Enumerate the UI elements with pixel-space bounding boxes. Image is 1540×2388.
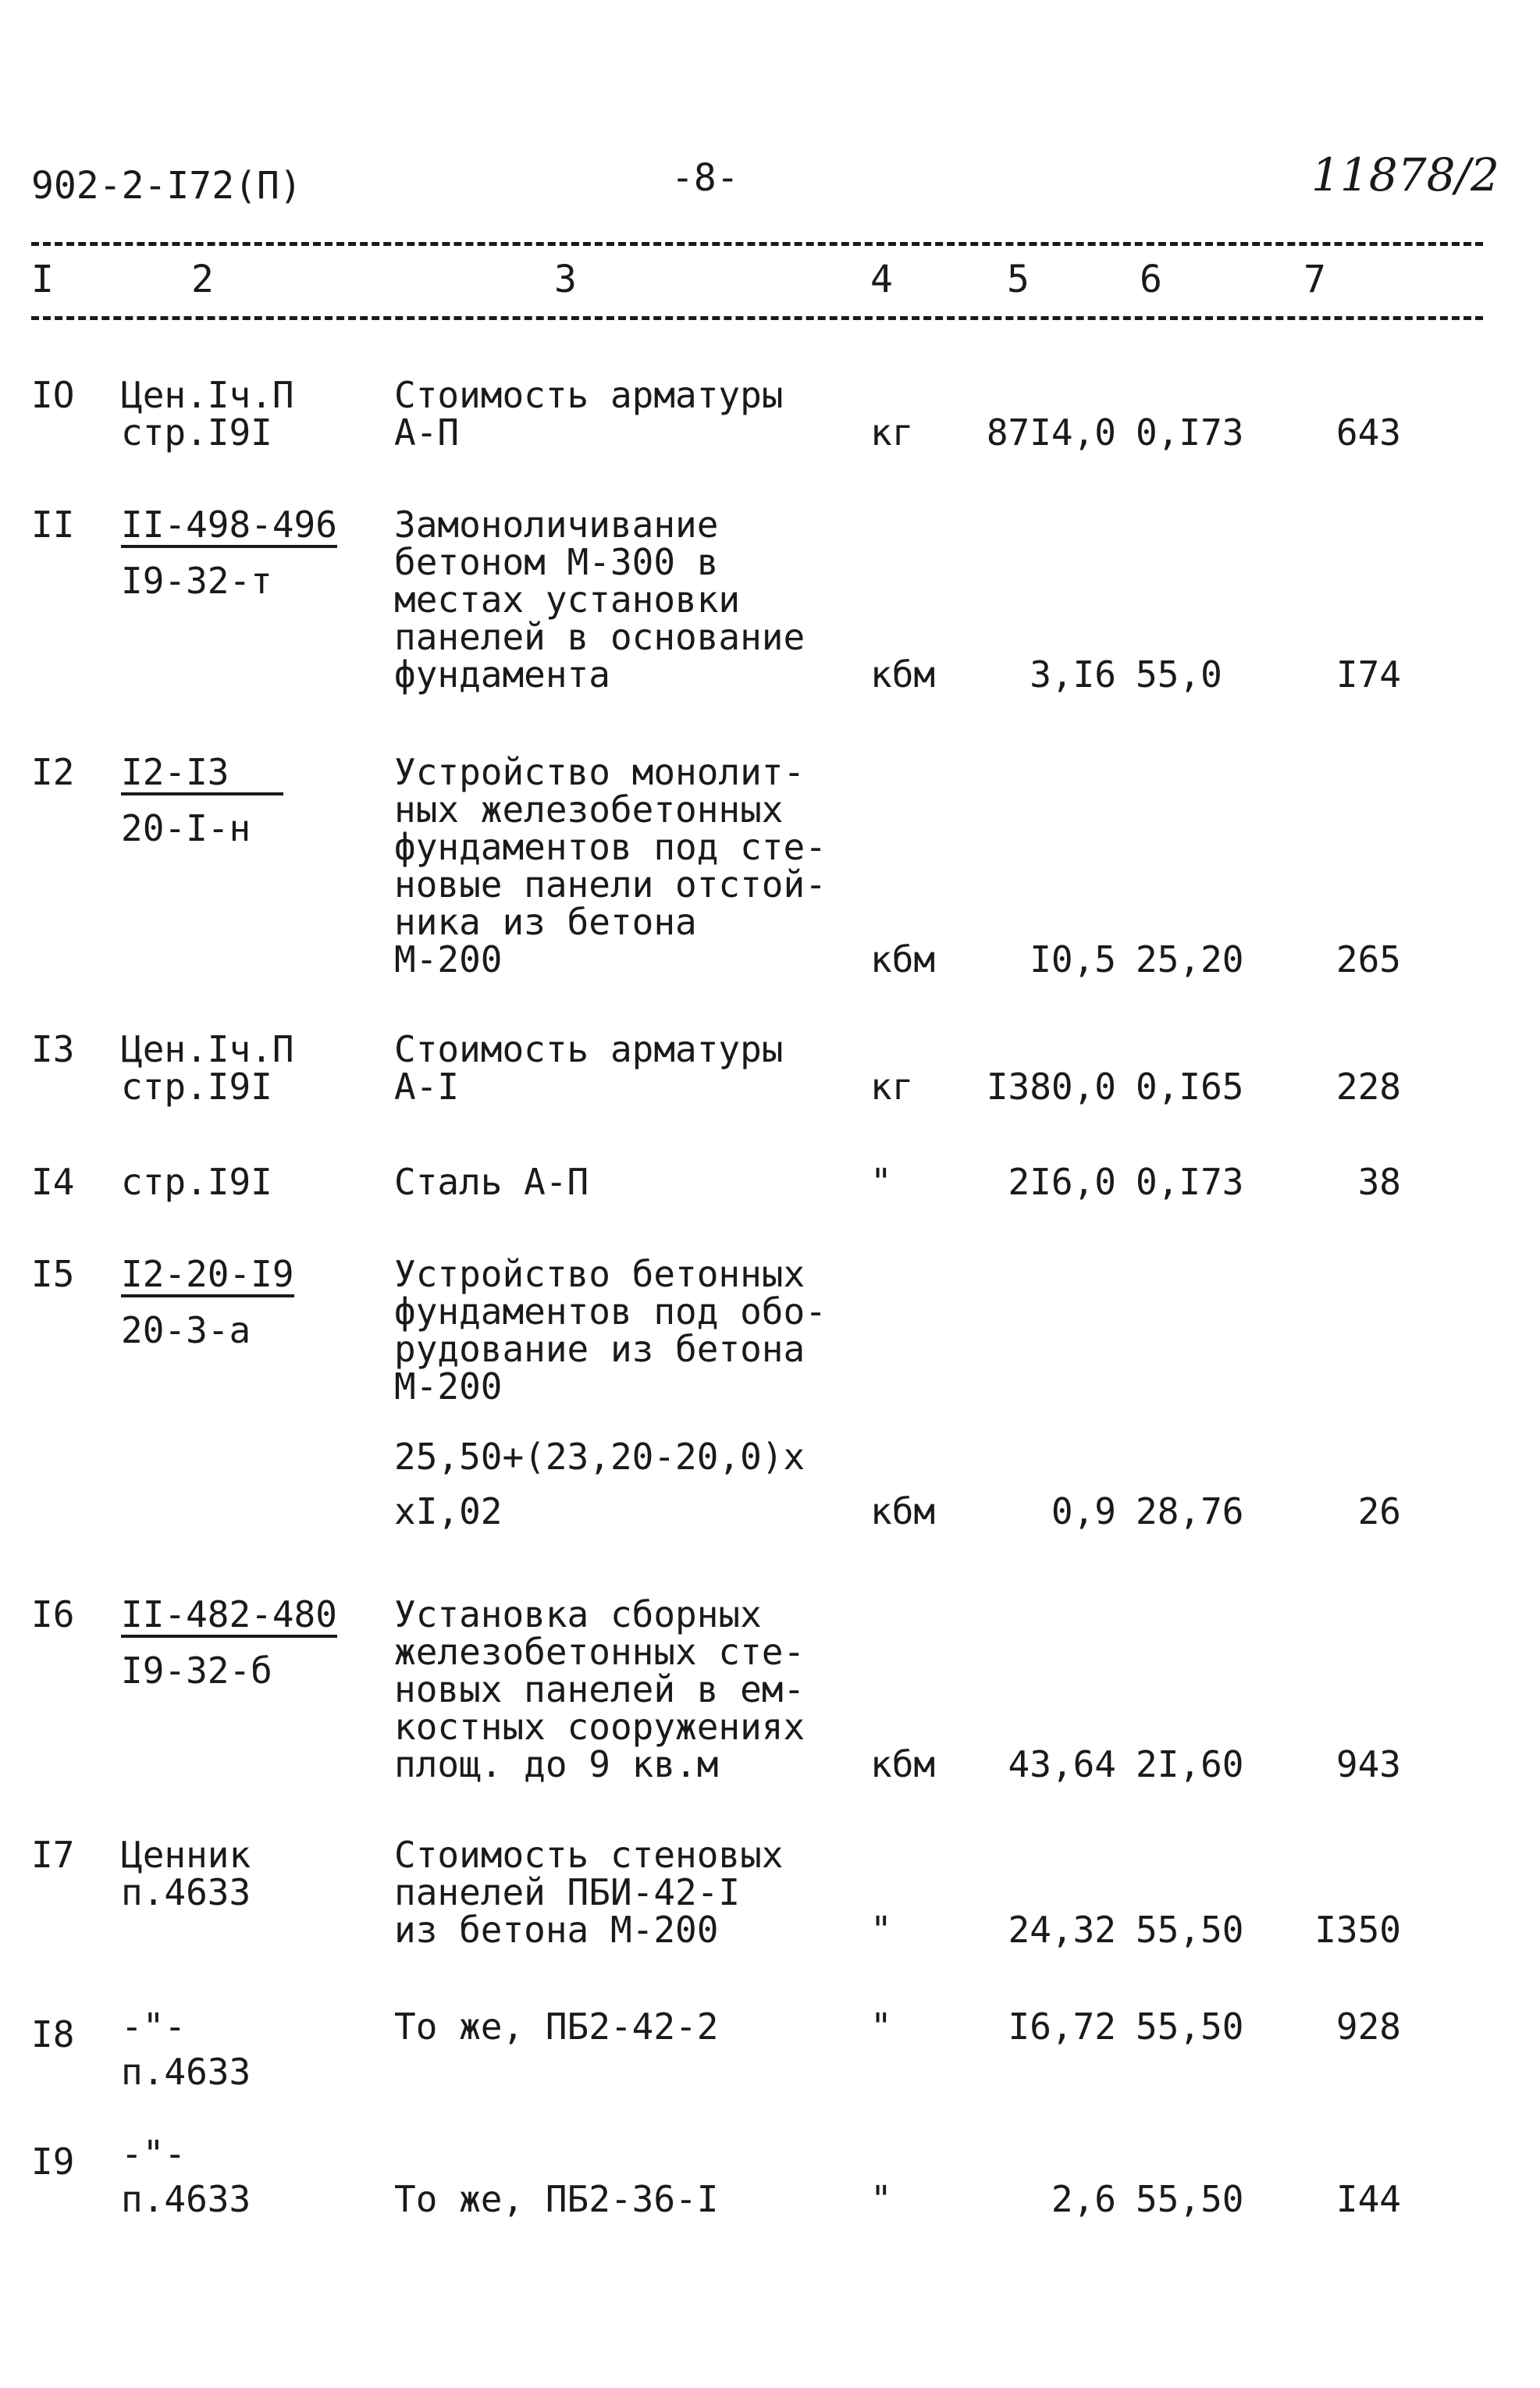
row-number: I7 — [31, 1834, 75, 1876]
row-description — [394, 753, 862, 978]
row-total: I350 — [1314, 1909, 1401, 1951]
reference-numerator: II-498-496 — [121, 506, 337, 548]
row-unit-price: 25,20 — [1136, 938, 1244, 980]
table-row — [0, 506, 1540, 701]
table-row — [0, 376, 1540, 470]
description-line: А-П — [394, 411, 460, 454]
description-line: Стоимость арматуры — [394, 1028, 784, 1070]
row-description — [394, 504, 862, 696]
row-reference — [121, 374, 355, 454]
row-number: IO — [31, 374, 75, 416]
description-line: Установка сборных — [394, 1593, 762, 1635]
description-line: Устройство бетонных — [394, 1253, 806, 1295]
row-unit: кбм — [870, 1743, 936, 1785]
row-unit: " — [870, 2005, 892, 2048]
reference-line: -"- — [121, 2005, 187, 2048]
description-line: панелей в основание — [394, 616, 806, 658]
reference-line: Цен.Iч.П — [121, 1028, 294, 1070]
row-quantity: 2I6,0 — [1008, 1161, 1116, 1203]
row-unit: кг — [870, 1066, 914, 1108]
description-line: рудование из бетона — [394, 1328, 806, 1370]
row-total: 26 — [1357, 1490, 1401, 1532]
row-total: I74 — [1335, 653, 1401, 696]
reference-line: Ценник — [121, 1834, 251, 1876]
row-number: I2 — [31, 751, 75, 793]
row-total: 265 — [1335, 938, 1401, 980]
row-unit-price: 0,I73 — [1136, 411, 1244, 454]
description-line: Стоимость арматуры — [394, 374, 784, 416]
calculation-formula-line: хI,02 — [394, 1490, 503, 1532]
row-quantity: 87I4,0 — [986, 411, 1116, 454]
row-reference — [121, 1163, 355, 1201]
column-header: 3 — [554, 258, 577, 301]
row-description — [394, 374, 862, 454]
row-quantity: I0,5 — [1030, 938, 1116, 980]
description-line: новых панелей в ем- — [394, 1668, 806, 1710]
reference-line: стр.I9I — [121, 1066, 272, 1108]
column-header: I — [31, 258, 54, 301]
row-description — [394, 2005, 862, 2048]
row-unit: кбм — [870, 1490, 936, 1532]
row-description — [394, 1253, 862, 1408]
row-unit-price: 55,0 — [1136, 653, 1222, 696]
row-number: I6 — [31, 1593, 75, 1635]
column-header: 4 — [870, 258, 893, 301]
row-quantity: 2,6 — [1051, 2178, 1116, 2220]
row-reference — [121, 506, 355, 600]
table-row — [0, 1163, 1540, 1210]
row-number: I8 — [31, 2013, 75, 2055]
row-reference — [121, 753, 355, 847]
description-line: новые панели отстой- — [394, 863, 827, 906]
description-line: фундамента — [394, 653, 610, 696]
row-unit-price: 0,I65 — [1136, 1066, 1244, 1108]
row-number: I4 — [31, 1161, 75, 1203]
row-total: 38 — [1357, 1161, 1401, 1203]
description-line: местах установки — [394, 578, 741, 621]
description-line: Стоимость стеновых — [394, 1834, 784, 1876]
column-header: 7 — [1303, 258, 1326, 301]
description-line: костных сооружениях — [394, 1706, 806, 1748]
description-line: Сталь А-П — [394, 1161, 589, 1203]
description-line: То же, ПБ2-42-2 — [394, 2005, 719, 2048]
row-unit-price: 55,50 — [1136, 1909, 1244, 1951]
row-reference — [121, 2005, 355, 2093]
row-quantity: 43,64 — [1008, 1743, 1116, 1785]
row-description — [394, 2180, 862, 2218]
description-line: фундаментов под сте- — [394, 826, 827, 868]
description-line: М-200 — [394, 938, 503, 980]
description-line: М-200 — [394, 1365, 503, 1408]
description-line: бетоном М-300 в — [394, 541, 719, 583]
page-number: -8- — [671, 156, 739, 200]
reference-line: п.4633 — [121, 2178, 251, 2220]
row-quantity: 24,32 — [1008, 1909, 1116, 1951]
reference-line: стр.I9I — [121, 1161, 272, 1203]
description-line: из бетона М-200 — [394, 1909, 719, 1951]
row-unit-price: 55,50 — [1136, 2005, 1244, 2048]
row-reference — [121, 1255, 355, 1349]
row-total: I44 — [1335, 2178, 1401, 2220]
sheet-number: 11878/2 — [1311, 148, 1499, 201]
table-row — [0, 2135, 1540, 2229]
row-description — [394, 1028, 862, 1108]
row-total: 643 — [1335, 411, 1401, 454]
reference-numerator: I2-20-I9 — [121, 1255, 294, 1297]
row-unit-price: 55,50 — [1136, 2178, 1244, 2220]
row-number: I3 — [31, 1028, 75, 1070]
reference-denominator: 20-I-н — [121, 807, 251, 849]
row-unit-price: 28,76 — [1136, 1490, 1244, 1532]
document-code: 902-2-I72(П) — [31, 164, 302, 208]
description-line: Замоноличивание — [394, 504, 719, 546]
row-quantity: I380,0 — [986, 1066, 1116, 1108]
row-number: II — [31, 504, 75, 546]
reference-line: Цен.Iч.П — [121, 374, 294, 416]
row-unit: кбм — [870, 653, 936, 696]
row-reference — [121, 1836, 355, 1911]
description-line: ника из бетона — [394, 901, 697, 943]
row-unit-price: 2I,60 — [1136, 1743, 1244, 1785]
reference-numerator: II-482-480 — [121, 1596, 337, 1638]
row-quantity: 0,9 — [1051, 1490, 1116, 1532]
table-row — [0, 1836, 1540, 1961]
row-unit: " — [870, 1909, 892, 1951]
row-description — [394, 1593, 862, 1785]
table-row — [0, 2005, 1540, 2094]
row-total: 928 — [1335, 2005, 1401, 2048]
description-line: панелей ПБИ-42-I — [394, 1871, 741, 1913]
row-number: I5 — [31, 1253, 75, 1295]
row-reference — [121, 1028, 355, 1108]
description-line: ных железобетонных — [394, 788, 784, 831]
row-description — [394, 1163, 862, 1201]
row-number: I9 — [31, 2141, 75, 2183]
reference-line: -"- — [121, 2133, 187, 2175]
reference-denominator: 20-3-а — [121, 1309, 251, 1351]
reference-denominator: I9-32-т — [121, 560, 272, 602]
row-unit-price: 0,I73 — [1136, 1161, 1244, 1203]
row-description — [394, 1834, 862, 1951]
row-reference — [121, 2135, 355, 2218]
reference-denominator: I9-32-б — [121, 1650, 272, 1692]
table-row — [0, 1030, 1540, 1116]
row-quantity: 3,I6 — [1030, 653, 1116, 696]
column-header: 5 — [1007, 258, 1030, 301]
reference-line: п.4633 — [121, 1871, 251, 1913]
row-unit: " — [870, 1161, 892, 1203]
column-header: 6 — [1140, 258, 1162, 301]
description-line: То же, ПБ2-36-I — [394, 2178, 719, 2220]
table-row — [0, 1593, 1540, 1791]
table-row — [0, 753, 1540, 988]
row-reference — [121, 1593, 355, 1692]
row-unit: кбм — [870, 938, 936, 980]
calculation-formula-line: 25,50+(23,20-20,0)х — [394, 1436, 806, 1478]
reference-numerator: I2-I3 — [121, 753, 283, 795]
description-line: железобетонных сте- — [394, 1631, 806, 1673]
row-quantity: I6,72 — [1008, 2005, 1116, 2048]
description-line: Устройство монолит- — [394, 751, 806, 793]
description-line: площ. до 9 кв.м — [394, 1743, 719, 1785]
column-header: 2 — [191, 258, 214, 301]
row-unit: кг — [870, 411, 914, 454]
description-line: фундаментов под обо- — [394, 1290, 827, 1333]
reference-line: стр.I9I — [121, 411, 272, 454]
row-total: 943 — [1335, 1743, 1401, 1785]
description-line: А-I — [394, 1066, 460, 1108]
table-row — [0, 1255, 1540, 1544]
row-unit: " — [870, 2178, 892, 2220]
row-total: 228 — [1335, 1066, 1401, 1108]
reference-line: п.4633 — [121, 2051, 251, 2093]
